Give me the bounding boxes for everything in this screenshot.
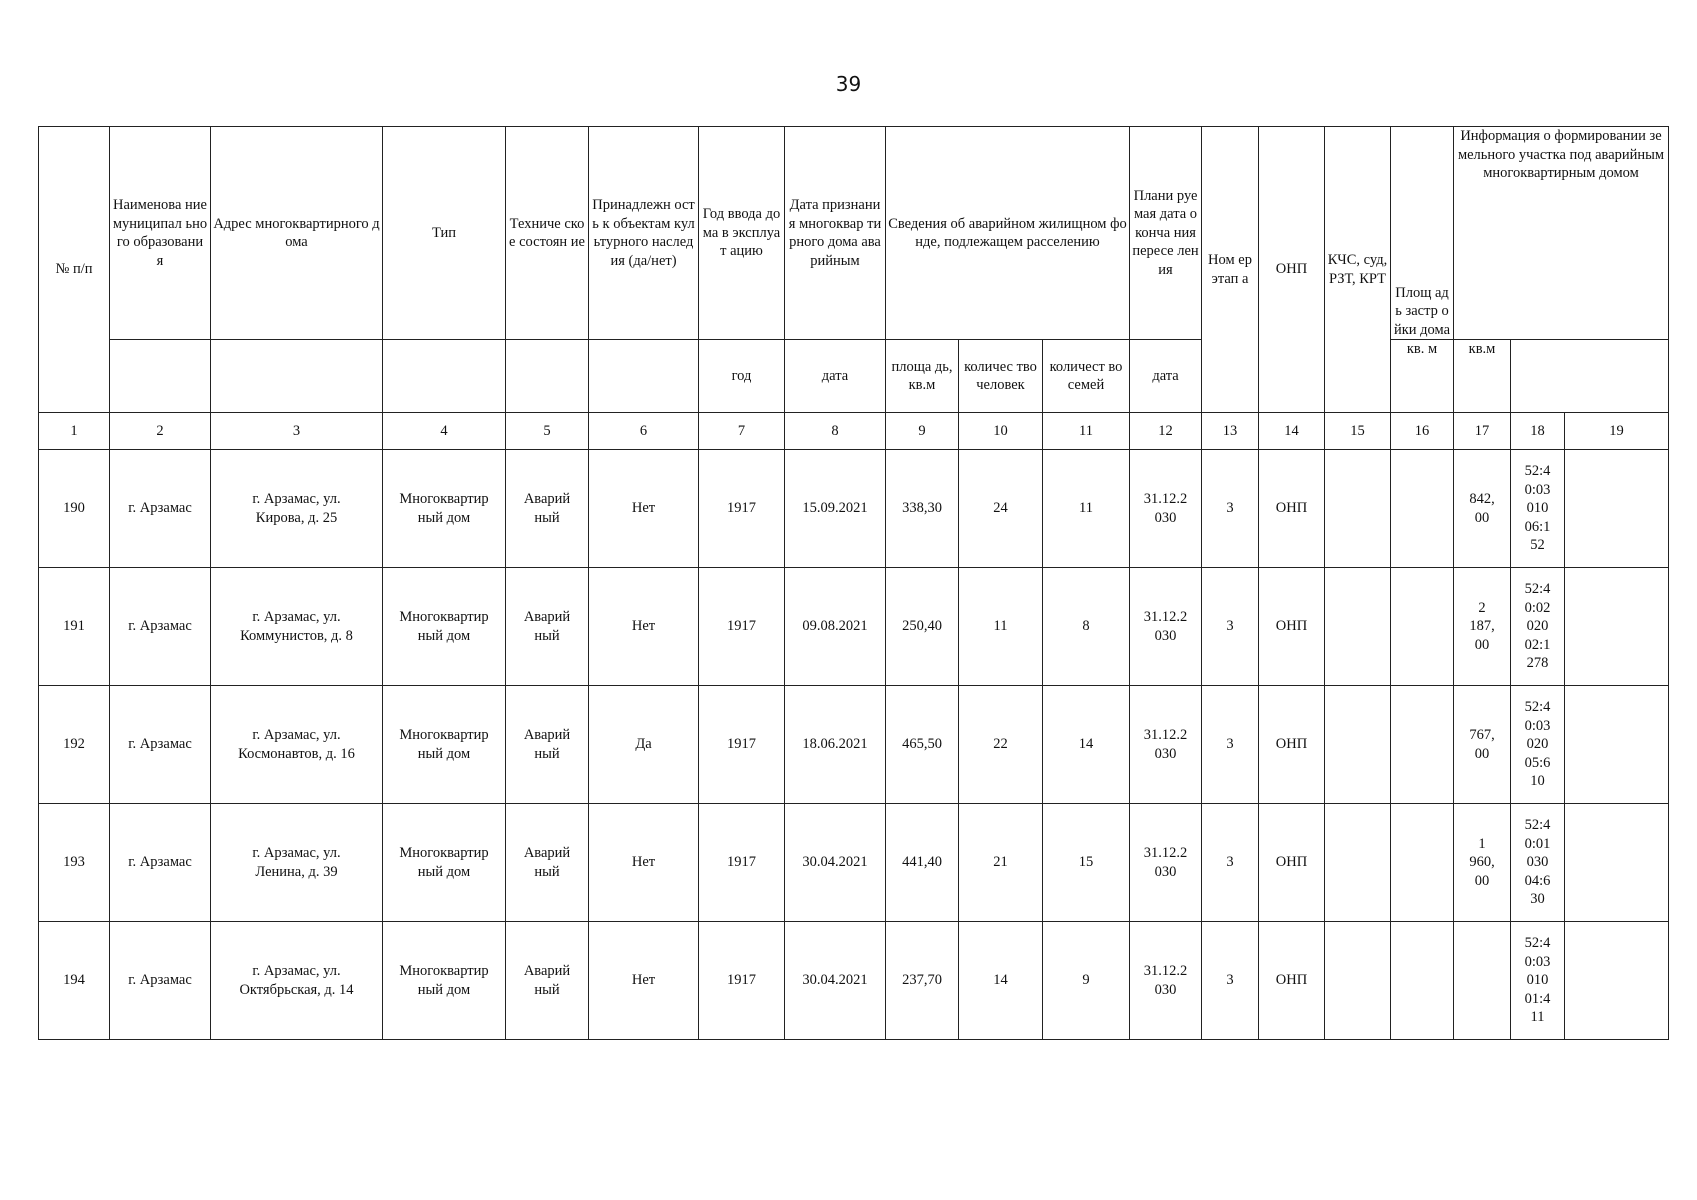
recognition-date-cell: 30.04.2021 — [785, 804, 886, 922]
column-number: 17 — [1454, 413, 1511, 450]
cadastral-number-cell: 52:4 0:02 020 02:1 278 — [1511, 568, 1565, 686]
stage-cell: 3 — [1202, 450, 1259, 568]
column-number: 5 — [506, 413, 589, 450]
condition-cell: Аварий ный — [506, 450, 589, 568]
year-cell: 1917 — [699, 568, 785, 686]
built-area-cell — [1391, 568, 1454, 686]
column-number: 3 — [211, 413, 383, 450]
area-cell: 465,50 — [886, 686, 959, 804]
header-condition: Техниче ское состоян ие — [506, 127, 589, 340]
land-area-cell: 2 187, 00 — [1454, 568, 1511, 686]
header-sub-land-unit: кв.м — [1454, 340, 1511, 413]
header-onp: ОНП — [1259, 127, 1325, 413]
header-row-top — [39, 127, 1669, 340]
municipality-cell: г. Арзамас — [110, 804, 211, 922]
column-number: 10 — [959, 413, 1043, 450]
header-date-recognized: Дата признания многоквар тирного дома аварийным — [785, 127, 886, 340]
header-sub-year: год — [699, 340, 785, 413]
built-area-cell — [1391, 804, 1454, 922]
column-number: 19 — [1565, 413, 1669, 450]
condition-cell: Аварий ный — [506, 568, 589, 686]
land-characteristic-cell — [1565, 922, 1669, 1040]
planned-date-cell: 31.12.2 030 — [1130, 568, 1202, 686]
row-number: 193 — [39, 804, 110, 922]
column-number: 13 — [1202, 413, 1259, 450]
condition-cell: Аварий ный — [506, 686, 589, 804]
land-characteristic-cell — [1565, 804, 1669, 922]
column-number: 1 — [39, 413, 110, 450]
land-characteristic-cell — [1565, 686, 1669, 804]
page-number: 39 — [835, 72, 862, 96]
area-cell: 338,30 — [886, 450, 959, 568]
header-land-group: Информация о формировании земельного участка под аварийным многоквартирным домом — [1454, 127, 1669, 340]
families-count-cell: 14 — [1043, 686, 1130, 804]
table-row — [39, 450, 1669, 568]
header-sub-area: площа дь, кв.м — [886, 340, 959, 413]
year-cell: 1917 — [699, 922, 785, 1040]
heritage-cell: Да — [589, 686, 699, 804]
municipality-cell: г. Арзамас — [110, 686, 211, 804]
area-cell: 250,40 — [886, 568, 959, 686]
address-cell: г. Арзамас, ул. Ленина, д. 39 — [211, 804, 383, 922]
municipality-cell: г. Арзамас — [110, 568, 211, 686]
column-number: 9 — [886, 413, 959, 450]
land-area-cell — [1454, 922, 1511, 1040]
kchs-cell — [1325, 922, 1391, 1040]
built-area-cell — [1391, 450, 1454, 568]
municipality-cell: г. Арзамас — [110, 922, 211, 1040]
onp-cell: ОНП — [1259, 686, 1325, 804]
address-cell: г. Арзамас, ул. Коммунистов, д. 8 — [211, 568, 383, 686]
onp-cell: ОНП — [1259, 804, 1325, 922]
type-cell: Многоквартир ный дом — [383, 568, 506, 686]
built-area-cell — [1391, 686, 1454, 804]
planned-date-cell: 31.12.2 030 — [1130, 686, 1202, 804]
area-cell: 441,40 — [886, 804, 959, 922]
column-number: 16 — [1391, 413, 1454, 450]
heritage-cell: Нет — [589, 922, 699, 1040]
land-area-cell: 1 960, 00 — [1454, 804, 1511, 922]
kchs-cell — [1325, 450, 1391, 568]
header-condition-cont — [506, 340, 589, 413]
onp-cell: ОНП — [1259, 450, 1325, 568]
cadastral-number-cell: 52:4 0:03 010 06:1 52 — [1511, 450, 1565, 568]
condition-cell: Аварий ный — [506, 804, 589, 922]
year-cell: 1917 — [699, 686, 785, 804]
land-area-cell: 842, 00 — [1454, 450, 1511, 568]
kchs-cell — [1325, 804, 1391, 922]
cadastral-number-cell: 52:4 0:01 030 04:6 30 — [1511, 804, 1565, 922]
column-number: 8 — [785, 413, 886, 450]
table-row — [39, 804, 1669, 922]
row-number: 190 — [39, 450, 110, 568]
column-number: 11 — [1043, 413, 1130, 450]
year-cell: 1917 — [699, 804, 785, 922]
planned-date-cell: 31.12.2 030 — [1130, 450, 1202, 568]
column-number: 15 — [1325, 413, 1391, 450]
families-count-cell: 15 — [1043, 804, 1130, 922]
heritage-cell: Нет — [589, 450, 699, 568]
header-sub-families: количест во семей — [1043, 340, 1130, 413]
onp-cell: ОНП — [1259, 922, 1325, 1040]
header-info-group: Сведения об аварийном жилищном фонде, подлежащем расселению — [886, 127, 1130, 340]
cadastral-number-cell: 52:4 0:03 020 05:6 10 — [1511, 686, 1565, 804]
recognition-date-cell: 15.09.2021 — [785, 450, 886, 568]
column-number: 2 — [110, 413, 211, 450]
header-heritage-cont — [589, 340, 699, 413]
people-count-cell: 24 — [959, 450, 1043, 568]
header-kchs: КЧС, суд, РЗТ, КРТ — [1325, 127, 1391, 413]
type-cell: Многоквартир ный дом — [383, 686, 506, 804]
column-number: 7 — [699, 413, 785, 450]
column-number-row — [39, 413, 1669, 450]
year-cell: 1917 — [699, 450, 785, 568]
header-heritage: Принадлежн ость к объектам культурного наследия (да/нет) — [589, 127, 699, 340]
column-number: 4 — [383, 413, 506, 450]
stage-cell: 3 — [1202, 804, 1259, 922]
stage-cell: 3 — [1202, 568, 1259, 686]
land-characteristic-cell — [1565, 450, 1669, 568]
table-row — [39, 568, 1669, 686]
header-sub-built-unit: кв. м — [1391, 340, 1454, 413]
header-stage: Ном ер этап а — [1202, 127, 1259, 413]
families-count-cell: 9 — [1043, 922, 1130, 1040]
header-no: № п/п — [39, 127, 110, 413]
type-cell: Многоквартир ный дом — [383, 804, 506, 922]
recognition-date-cell: 09.08.2021 — [785, 568, 886, 686]
row-number: 192 — [39, 686, 110, 804]
type-cell: Многоквартир ный дом — [383, 450, 506, 568]
built-area-cell — [1391, 922, 1454, 1040]
column-number: 14 — [1259, 413, 1325, 450]
onp-cell: ОНП — [1259, 568, 1325, 686]
header-year-built: Год ввода дома в эксплуат ацию — [699, 127, 785, 340]
column-number: 12 — [1130, 413, 1202, 450]
people-count-cell: 21 — [959, 804, 1043, 922]
cadastral-number-cell: 52:4 0:03 010 01:4 11 — [1511, 922, 1565, 1040]
header-sub-planned: дата — [1130, 340, 1202, 413]
column-number: 18 — [1511, 413, 1565, 450]
row-number: 194 — [39, 922, 110, 1040]
stage-cell: 3 — [1202, 686, 1259, 804]
families-count-cell: 11 — [1043, 450, 1130, 568]
address-cell: г. Арзамас, ул. Октябрьская, д. 14 — [211, 922, 383, 1040]
heritage-cell: Нет — [589, 568, 699, 686]
header-row-bottom — [39, 340, 1669, 413]
heritage-cell: Нет — [589, 804, 699, 922]
row-number: 191 — [39, 568, 110, 686]
header-municipality: Наименова ние муниципал ьного образовани я — [110, 127, 211, 340]
planned-date-cell: 31.12.2 030 — [1130, 922, 1202, 1040]
header-type-cont — [383, 340, 506, 413]
planned-date-cell: 31.12.2 030 — [1130, 804, 1202, 922]
header-type: Тип — [383, 127, 506, 340]
header-address: Адрес многоквартирного дома — [211, 127, 383, 340]
area-cell: 237,70 — [886, 922, 959, 1040]
address-cell: г. Арзамас, ул. Кирова, д. 25 — [211, 450, 383, 568]
header-built-area: Площ адь застр ойки дома — [1391, 127, 1454, 340]
emergency-housing-table — [38, 126, 1669, 1040]
type-cell: Многоквартир ный дом — [383, 922, 506, 1040]
people-count-cell: 14 — [959, 922, 1043, 1040]
table-row — [39, 922, 1669, 1040]
people-count-cell: 22 — [959, 686, 1043, 804]
column-number: 6 — [589, 413, 699, 450]
address-cell: г. Арзамас, ул. Космонавтов, д. 16 — [211, 686, 383, 804]
kchs-cell — [1325, 686, 1391, 804]
recognition-date-cell: 30.04.2021 — [785, 922, 886, 1040]
header-planned-date: Плани руемая дата оконча ния пересе ления — [1130, 127, 1202, 340]
header-sub-date: дата — [785, 340, 886, 413]
header-land-details — [1511, 340, 1669, 413]
header-municipality-cont — [110, 340, 211, 413]
stage-cell: 3 — [1202, 922, 1259, 1040]
kchs-cell — [1325, 568, 1391, 686]
table-row — [39, 686, 1669, 804]
land-area-cell: 767, 00 — [1454, 686, 1511, 804]
recognition-date-cell: 18.06.2021 — [785, 686, 886, 804]
header-address-cont — [211, 340, 383, 413]
municipality-cell: г. Арзамас — [110, 450, 211, 568]
condition-cell: Аварий ный — [506, 922, 589, 1040]
families-count-cell: 8 — [1043, 568, 1130, 686]
header-sub-people: количес тво человек — [959, 340, 1043, 413]
land-characteristic-cell — [1565, 568, 1669, 686]
people-count-cell: 11 — [959, 568, 1043, 686]
